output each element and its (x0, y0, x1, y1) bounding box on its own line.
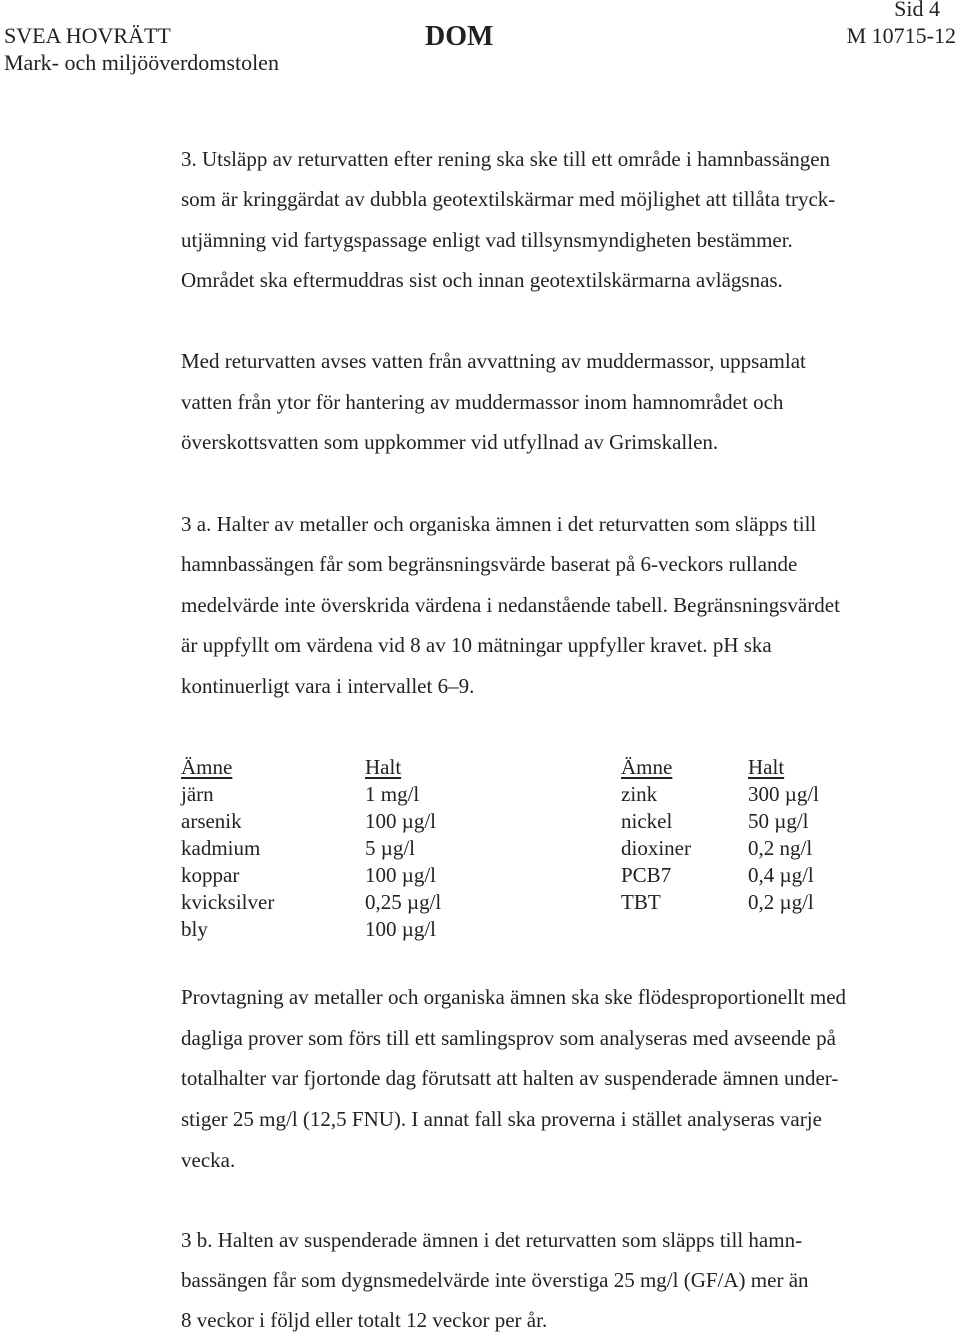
table-cell-substance: kadmium (181, 836, 261, 860)
court-division: Mark- och miljööverdomstolen (4, 50, 279, 75)
case-number: M 10715-12 (846, 23, 956, 48)
paragraph-line: medelvärde inte överskrida värdena i nedanstående tabell. Begränsningsvärdet (181, 593, 840, 617)
paragraph-line: som är kringgärdat av dubbla geotextilskärmar med möjlighet att tillåta tryck- (181, 187, 836, 211)
document-type: DOM (425, 21, 494, 52)
paragraph-line: utjämning vid fartygspassage enligt vad tillsynsmyndigheten bestämmer. (181, 228, 793, 252)
table-cell-substance: arsenik (181, 809, 242, 833)
paragraph-line: överskottsvatten som uppkommer vid utfyllnad av Grimskallen. (181, 430, 719, 454)
paragraph-line: Med returvatten avses vatten från avvattning av muddermassor, uppsamlat (181, 349, 806, 373)
page-number: Sid 4 (894, 0, 940, 21)
paragraph-line: stiger 25 mg/l (12,5 FNU). I annat fall ska proverna i stället analyseras varje (181, 1107, 822, 1131)
court-name: SVEA HOVRÄTT (4, 23, 171, 48)
table-cell-substance: kvicksilver (181, 890, 275, 914)
table-header-concentration: Halt (365, 755, 402, 779)
table-cell-substance: bly (181, 917, 208, 941)
table-cell-concentration: 0,4 µg/l (748, 863, 814, 887)
table-cell-substance: zink (621, 782, 658, 806)
table-header-concentration: Halt (748, 755, 785, 779)
paragraph-line: är uppfyllt om värdena vid 8 av 10 mätningar uppfyller kravet. pH ska (181, 633, 772, 657)
table-cell-substance: TBT (621, 890, 661, 914)
paragraph-line: kontinuerligt vara i intervallet 6–9. (181, 674, 475, 698)
paragraph-line: hamnbassängen får som begränsningsvärde baserat på 6-veckors rullande (181, 552, 798, 576)
paragraph-line: bassängen får som dygnsmedelvärde inte överstiga 25 mg/l (GF/A) mer än (181, 1268, 809, 1292)
paragraph-line: vecka. (181, 1148, 236, 1172)
table-header-substance: Ämne (181, 755, 233, 779)
paragraph-line: Området ska eftermuddras sist och innan geotextilskärmarna avlägsnas. (181, 268, 783, 292)
paragraph-line: 8 veckor i följd eller totalt 12 veckor per år. (181, 1308, 548, 1332)
table-header-substance: Ämne (621, 755, 673, 779)
paragraph-line: Provtagning av metaller och organiska ämnen ska ske flödesproportionellt med (181, 985, 847, 1009)
table-cell-substance: koppar (181, 863, 240, 887)
table-cell-concentration: 300 µg/l (748, 782, 820, 806)
table-cell-concentration: 0,2 ng/l (748, 836, 813, 860)
table-cell-substance: järn (181, 782, 214, 806)
paragraph-line: totalhalter var fjortonde dag förutsatt att halten av suspenderade ämnen under- (181, 1066, 839, 1090)
paragraph-line: dagliga prover som förs till ett samlingsprov som analyseras med avseende på (181, 1026, 836, 1050)
table-cell-concentration: 100 µg/l (365, 809, 437, 833)
table-cell-substance: PCB7 (621, 863, 672, 887)
paragraph-line: 3 a. Halter av metaller och organiska ämnen i det returvatten som släpps till (181, 512, 817, 536)
table-cell-substance: nickel (621, 809, 673, 833)
table-cell-concentration: 1 mg/l (365, 782, 420, 806)
table-cell-concentration: 0,25 µg/l (365, 890, 442, 914)
paragraph-line: 3 b. Halten av suspenderade ämnen i det returvatten som släpps till hamn- (181, 1228, 803, 1252)
paragraph-line: vatten från ytor för hantering av muddermassor inom hamnområdet och (181, 390, 784, 414)
table-cell-concentration: 0,2 µg/l (748, 890, 814, 914)
paragraph-line: 3. Utsläpp av returvatten efter rening ska ske till ett område i hamnbassängen (181, 147, 831, 171)
table-cell-substance: dioxiner (621, 836, 691, 860)
table-cell-concentration: 100 µg/l (365, 863, 437, 887)
table-cell-concentration: 5 µg/l (365, 836, 416, 860)
table-cell-concentration: 100 µg/l (365, 917, 437, 941)
table-cell-concentration: 50 µg/l (748, 809, 809, 833)
